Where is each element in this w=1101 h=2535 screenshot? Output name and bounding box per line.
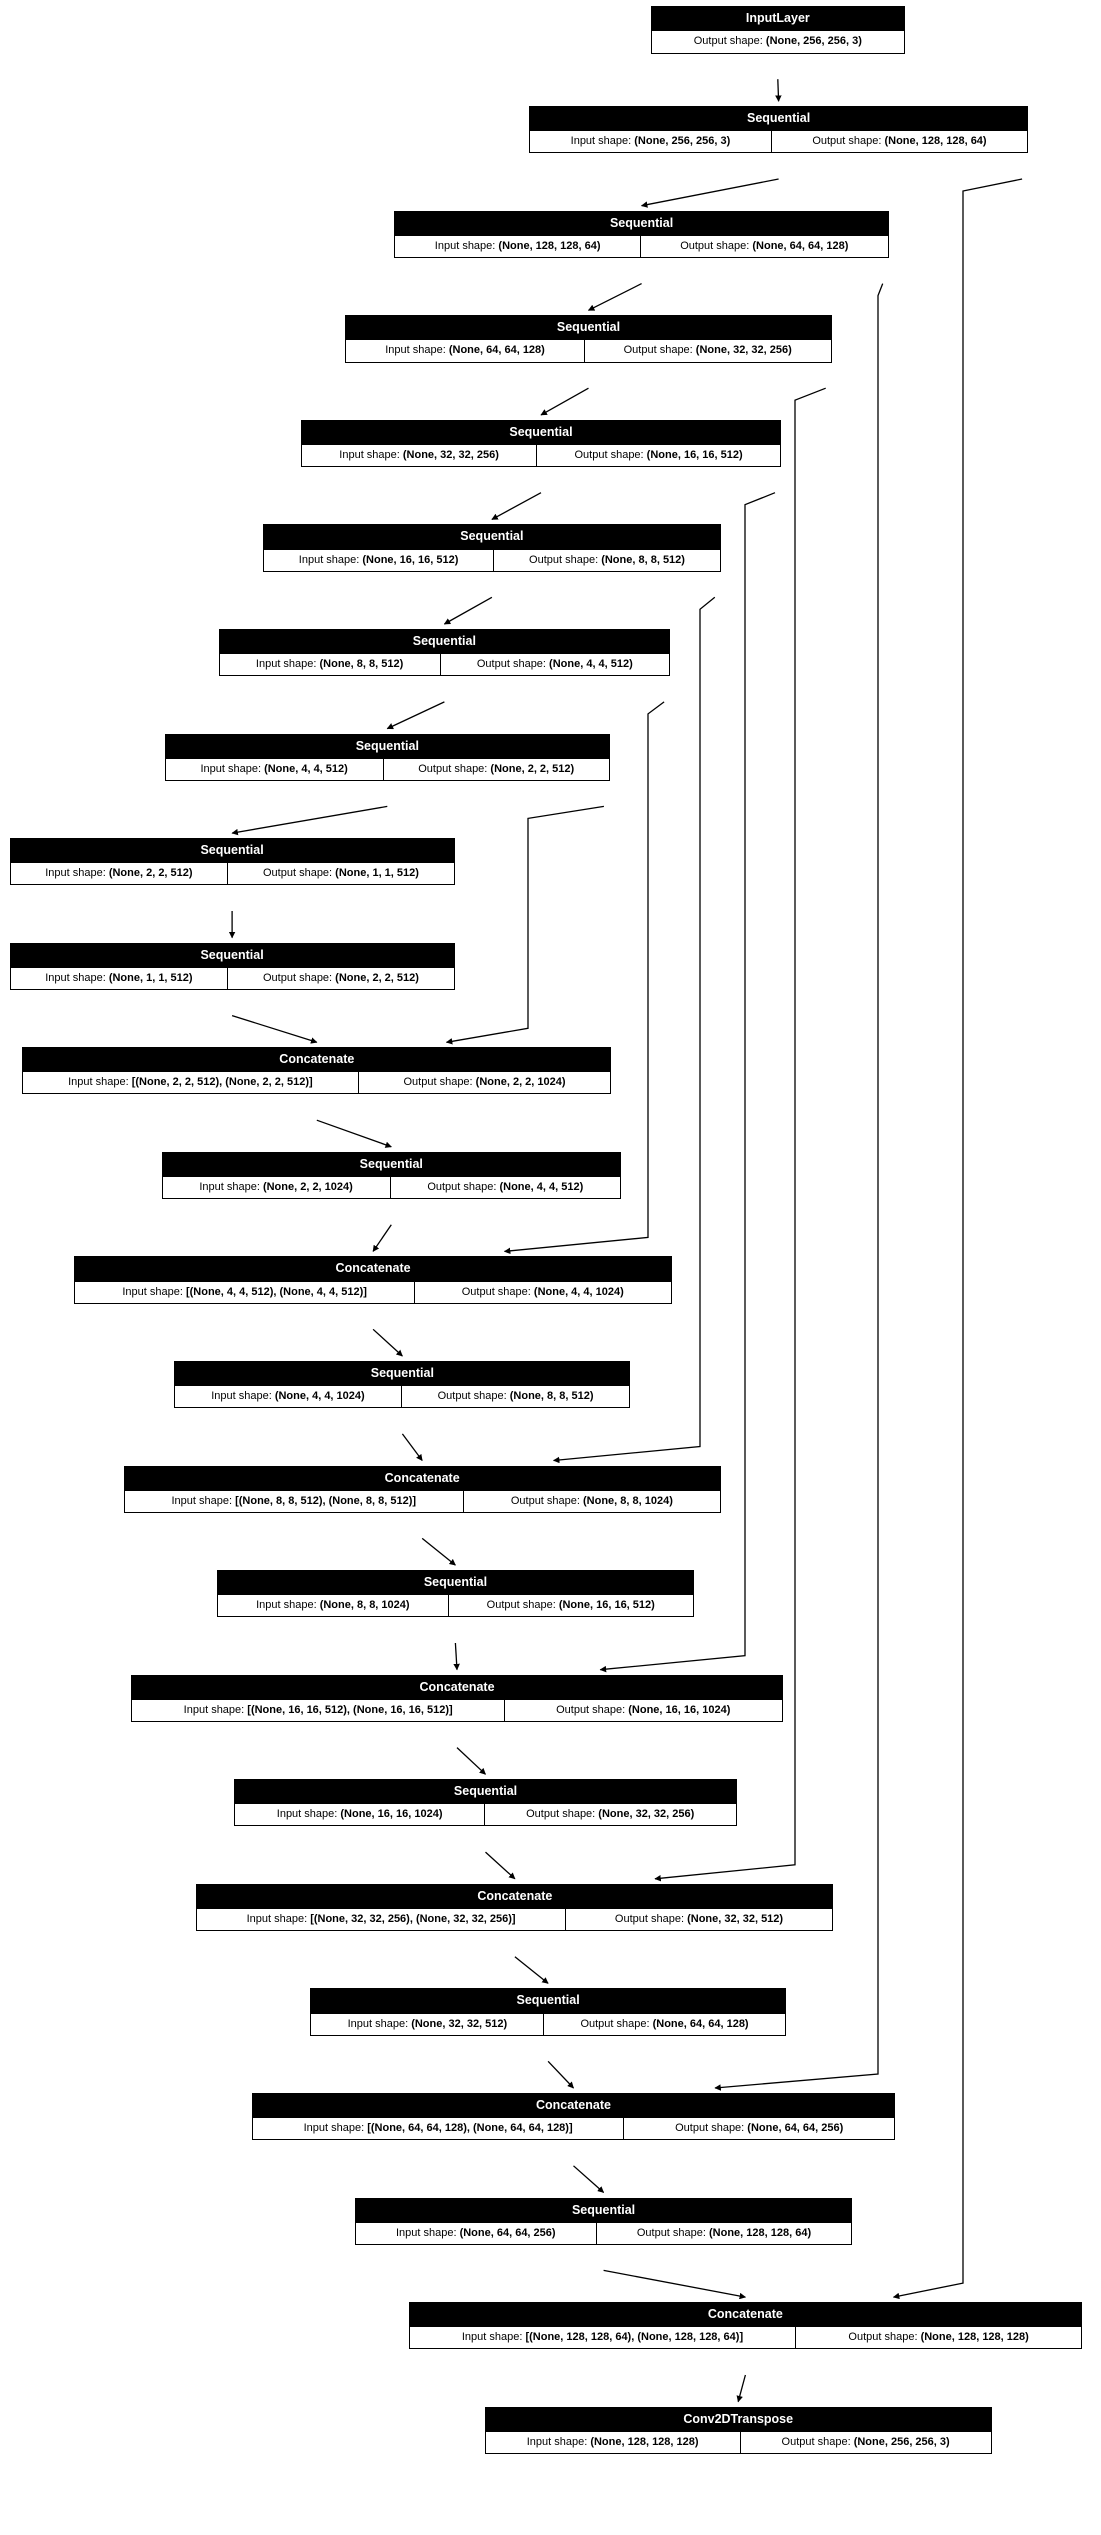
edge-n3-to-n4 — [541, 388, 589, 415]
node-output-shape: Output shape: (None, 256, 256, 3) — [693, 35, 862, 48]
node-output-shape: Output shape: (None, 4, 4, 512) — [440, 654, 670, 675]
node-input-shape-value: (None, 8, 8, 1024) — [319, 1599, 410, 1612]
node-title: Sequential — [218, 1571, 693, 1594]
node-input-shape-value: (None, 8, 8, 512) — [319, 658, 404, 671]
node-title: Concatenate — [410, 2303, 1081, 2326]
node-title: Sequential — [530, 107, 1027, 130]
node-output-shape: Output shape: (None, 16, 16, 1024) — [504, 1700, 782, 1721]
node-title: Sequential — [311, 1989, 784, 2012]
node-input-shape-value: (None, 32, 32, 256) — [402, 448, 499, 461]
edge-n6-to-n7 — [387, 702, 444, 729]
node-input-shape: Input shape: (None, 32, 32, 256) — [339, 448, 499, 461]
node-output-shape-value: (None, 8, 8, 1024) — [583, 1494, 673, 1507]
node-output-shape: Output shape: (None, 128, 128, 64) — [596, 2223, 852, 2244]
graph-node-concatenate — [74, 1256, 671, 1303]
node-output-shape: Output shape: (None, 256, 256, 3) — [740, 2432, 991, 2453]
node-input-shape: Input shape: [(None, 64, 64, 128), (None, 64, 64, 128)] — [303, 2122, 573, 2135]
node-title: Sequential — [235, 1780, 735, 1803]
node-output-shape: Output shape: (None, 16, 16, 512) — [536, 445, 780, 466]
node-input-shape-value: [(None, 4, 4, 512), (None, 4, 4, 512)] — [185, 1285, 367, 1298]
edge-n10-to-n11 — [317, 1120, 392, 1147]
node-input-shape: Input shape: (None, 8, 8, 1024) — [256, 1599, 410, 1612]
edge-n2-to-n20 — [715, 284, 883, 2088]
node-output-shape-value: (None, 4, 4, 512) — [499, 1180, 584, 1193]
edge-n4-to-n5 — [492, 493, 541, 520]
node-input-shape: Input shape: [(None, 4, 4, 512), (None, 4, 4, 512)] — [122, 1285, 367, 1298]
node-input-shape-value: (None, 256, 256, 3) — [634, 135, 731, 148]
node-input-shape: Input shape: [(None, 8, 8, 512), (None, 8, 8, 512)] — [171, 1494, 417, 1507]
node-title: Sequential — [11, 944, 454, 967]
node-input-shape: Input shape: (None, 8, 8, 512) — [255, 658, 404, 671]
node-shape-row — [197, 1908, 832, 1930]
graph-node-sequential — [345, 315, 831, 362]
node-shape-row — [311, 2013, 784, 2035]
node-title: Sequential — [264, 525, 720, 548]
node-output-shape: Output shape: (None, 32, 32, 512) — [565, 1909, 832, 1930]
node-input-shape-value: [(None, 16, 16, 512), (None, 16, 16, 512)] — [247, 1703, 453, 1716]
node-title: Conv2DTranspose — [486, 2408, 991, 2431]
node-output-shape: Output shape: (None, 16, 16, 512) — [448, 1595, 693, 1616]
node-input-shape-value: [(None, 32, 32, 256), (None, 32, 32, 256)] — [310, 1912, 516, 1925]
node-input-shape-value: (None, 4, 4, 512) — [264, 762, 348, 775]
node-input-shape-value: [(None, 128, 128, 64), (None, 128, 128, 64)] — [525, 2331, 744, 2344]
node-shape-row — [125, 1490, 720, 1512]
node-title: Sequential — [346, 316, 830, 339]
node-shape-row — [410, 2326, 1081, 2348]
node-shape-row — [220, 653, 669, 675]
node-shape-row — [235, 1803, 735, 1825]
node-title: Concatenate — [125, 1467, 720, 1490]
graph-node-concatenate — [252, 2093, 895, 2140]
node-input-shape-value: (None, 2, 2, 512) — [108, 867, 193, 880]
node-output-shape: Output shape: (None, 4, 4, 1024) — [414, 1282, 671, 1303]
node-title: Concatenate — [75, 1257, 670, 1280]
node-input-shape: Input shape: (None, 16, 16, 512) — [298, 553, 459, 566]
node-shape-row — [530, 130, 1027, 152]
graph-node-sequential — [174, 1361, 630, 1408]
graph-node-sequential — [529, 106, 1028, 153]
node-input-shape: Input shape: [(None, 2, 2, 512), (None, 2, 2, 512)] — [68, 1076, 313, 1089]
graph-node-concatenate — [124, 1466, 721, 1513]
graph-node-sequential — [219, 629, 670, 676]
node-input-shape: Input shape: (None, 4, 4, 512) — [200, 762, 348, 775]
node-input-shape-value: (None, 64, 64, 128) — [448, 344, 545, 357]
node-input-shape: Input shape: (None, 64, 64, 128) — [385, 344, 545, 357]
edge-n18-to-n19 — [515, 1957, 548, 1984]
node-output-shape-value: (None, 4, 4, 1024) — [533, 1285, 624, 1298]
node-title: Concatenate — [197, 1885, 832, 1908]
node-input-shape-value: [(None, 2, 2, 512), (None, 2, 2, 512)] — [131, 1076, 313, 1089]
graph-node-conv2dtranspose — [485, 2407, 992, 2454]
edge-n9-to-n10 — [232, 1016, 317, 1043]
node-title: Concatenate — [23, 1048, 610, 1071]
node-output-shape: Output shape: (None, 64, 64, 128) — [640, 236, 888, 257]
edge-n5-to-n14 — [554, 597, 715, 1460]
graph-node-sequential — [165, 734, 610, 781]
node-shape-row — [253, 2117, 894, 2139]
node-output-shape-value: (None, 32, 32, 256) — [695, 344, 792, 357]
node-output-shape-value: (None, 256, 256, 3) — [765, 35, 862, 48]
node-output-shape-value: (None, 32, 32, 256) — [598, 1808, 695, 1821]
node-shape-row — [166, 758, 609, 780]
node-shape-row — [302, 444, 780, 466]
node-input-shape: Input shape: (None, 16, 16, 1024) — [276, 1808, 443, 1821]
edge-n22-to-n23 — [738, 2375, 745, 2402]
node-shape-row — [264, 549, 720, 571]
node-output-shape: Output shape: (None, 128, 128, 128) — [795, 2327, 1081, 2348]
node-shape-row — [356, 2222, 851, 2244]
graph-node-sequential — [263, 524, 721, 571]
node-output-shape-value: (None, 1, 1, 512) — [335, 867, 419, 880]
node-output-shape-value: (None, 128, 128, 64) — [709, 2226, 812, 2239]
node-title: Sequential — [395, 212, 887, 235]
node-input-shape-value: [(None, 64, 64, 128), (None, 64, 64, 128)] — [367, 2122, 573, 2135]
node-shape-row — [652, 30, 903, 52]
edge-n7-to-n8 — [232, 806, 387, 833]
node-input-shape-value: (None, 2, 2, 1024) — [262, 1180, 353, 1193]
node-input-shape-value: (None, 16, 16, 1024) — [340, 1808, 443, 1821]
node-output-shape: Output shape: (None, 32, 32, 256) — [584, 340, 831, 361]
node-input-shape-value: (None, 1, 1, 512) — [108, 971, 193, 984]
edge-n1-to-n2 — [642, 179, 779, 206]
node-input-shape: Input shape: [(None, 32, 32, 256), (None, 32, 32, 256)] — [246, 1912, 516, 1925]
graph-node-sequential — [355, 2198, 852, 2245]
node-output-shape-value: (None, 128, 128, 64) — [884, 135, 987, 148]
node-output-shape: Output shape: (None, 8, 8, 512) — [493, 550, 720, 571]
node-input-shape-value: (None, 128, 128, 128) — [590, 2435, 699, 2448]
node-output-shape-value: (None, 64, 64, 128) — [752, 239, 849, 252]
node-input-shape-value: (None, 64, 64, 256) — [459, 2226, 556, 2239]
edge-n15-to-n16 — [455, 1643, 457, 1670]
edge-n20-to-n21 — [574, 2166, 604, 2193]
node-shape-row — [395, 235, 887, 257]
graph-node-concatenate — [409, 2302, 1082, 2349]
node-output-shape: Output shape: (None, 128, 128, 64) — [771, 131, 1027, 152]
node-shape-row — [175, 1385, 629, 1407]
node-input-shape: Input shape: (None, 128, 128, 128) — [526, 2435, 699, 2448]
node-title: Sequential — [163, 1153, 620, 1176]
edge-n12-to-n13 — [373, 1329, 402, 1356]
node-output-shape: Output shape: (None, 4, 4, 512) — [390, 1177, 620, 1198]
node-output-shape-value: (None, 64, 64, 128) — [652, 2017, 749, 2030]
graph-node-concatenate — [131, 1675, 782, 1722]
node-shape-row — [75, 1281, 670, 1303]
graph-node-sequential — [10, 943, 455, 990]
node-output-shape-value: (None, 2, 2, 1024) — [475, 1076, 566, 1089]
node-output-shape-value: (None, 16, 16, 512) — [558, 1599, 655, 1612]
node-shape-row — [486, 2431, 991, 2453]
graph-node-sequential — [217, 1570, 694, 1617]
edge-n5-to-n6 — [444, 597, 492, 624]
node-output-shape-value: (None, 64, 64, 256) — [747, 2122, 844, 2135]
node-output-shape: Output shape: (None, 1, 1, 512) — [227, 863, 453, 884]
node-input-shape: Input shape: (None, 2, 2, 512) — [45, 867, 193, 880]
node-title: Sequential — [175, 1362, 629, 1385]
edge-n16-to-n17 — [457, 1748, 486, 1775]
node-title: Sequential — [11, 839, 454, 862]
edge-n7-to-n10 — [447, 806, 604, 1042]
node-shape-row — [163, 1176, 620, 1198]
node-output-shape-value: (None, 2, 2, 512) — [335, 971, 419, 984]
node-shape-row — [132, 1699, 781, 1721]
edge-n17-to-n18 — [486, 1852, 515, 1879]
node-title: Concatenate — [253, 2094, 894, 2117]
node-title: Sequential — [356, 2199, 851, 2222]
edge-n21-to-n22 — [604, 2270, 746, 2297]
node-output-shape-value: (None, 4, 4, 512) — [549, 658, 633, 671]
node-shape-row — [11, 967, 454, 989]
graph-node-sequential — [10, 838, 455, 885]
node-title: Sequential — [220, 630, 669, 653]
node-output-shape: Output shape: (None, 2, 2, 1024) — [358, 1072, 611, 1093]
graph-node-sequential — [310, 1988, 785, 2035]
node-title: Concatenate — [132, 1676, 781, 1699]
graph-node-concatenate — [196, 1884, 833, 1931]
graph-node-sequential — [301, 420, 781, 467]
node-title: Sequential — [166, 735, 609, 758]
node-shape-row — [11, 862, 454, 884]
node-input-shape: Input shape: (None, 4, 4, 1024) — [211, 1390, 365, 1403]
node-shape-row — [218, 1594, 693, 1616]
node-input-shape-value: (None, 4, 4, 1024) — [274, 1390, 365, 1403]
node-input-shape: Input shape: (None, 64, 64, 256) — [395, 2226, 556, 2239]
graph-node-sequential — [162, 1152, 621, 1199]
node-input-shape: Input shape: (None, 256, 256, 3) — [570, 135, 731, 148]
edge-n19-to-n20 — [548, 2061, 573, 2088]
node-shape-row — [23, 1071, 610, 1093]
graph-node-inputlayer — [651, 6, 904, 53]
node-title: Sequential — [302, 421, 780, 444]
node-input-shape: Input shape: (None, 32, 32, 512) — [347, 2017, 508, 2030]
node-output-shape: Output shape: (None, 64, 64, 128) — [543, 2014, 784, 2035]
node-output-shape-value: (None, 32, 32, 512) — [687, 1912, 784, 1925]
edge-n11-to-n12 — [373, 1225, 391, 1252]
graph-node-sequential — [234, 1779, 736, 1826]
node-input-shape: Input shape: (None, 128, 128, 64) — [434, 239, 601, 252]
node-input-shape-value: (None, 32, 32, 512) — [411, 2017, 508, 2030]
node-output-shape-value: (None, 256, 256, 3) — [853, 2435, 950, 2448]
node-output-shape: Output shape: (None, 2, 2, 512) — [227, 968, 453, 989]
node-output-shape: Output shape: (None, 32, 32, 256) — [484, 1804, 736, 1825]
node-output-shape: Output shape: (None, 8, 8, 512) — [401, 1386, 630, 1407]
node-input-shape: Input shape: [(None, 128, 128, 64), (None, 128, 128, 64)] — [461, 2331, 744, 2344]
edge-n14-to-n15 — [422, 1538, 455, 1565]
graph-node-sequential — [394, 211, 888, 258]
node-output-shape-value: (None, 8, 8, 512) — [509, 1390, 594, 1403]
node-shape-row — [346, 339, 830, 361]
edge-n3-to-n18 — [655, 388, 826, 1879]
node-output-shape-value: (None, 8, 8, 512) — [601, 553, 685, 566]
node-output-shape-value: (None, 2, 2, 512) — [490, 762, 575, 775]
node-input-shape: Input shape: (None, 1, 1, 512) — [45, 971, 193, 984]
node-input-shape-value: (None, 128, 128, 64) — [498, 239, 601, 252]
node-input-shape-value: (None, 16, 16, 512) — [362, 553, 459, 566]
node-input-shape: Input shape: (None, 2, 2, 1024) — [199, 1180, 353, 1193]
node-input-shape: Input shape: [(None, 16, 16, 512), (None, 16, 16, 512)] — [183, 1703, 453, 1716]
node-output-shape-value: (None, 128, 128, 128) — [920, 2331, 1029, 2344]
edge-n0-to-n1 — [778, 79, 779, 101]
edge-n2-to-n3 — [589, 284, 642, 311]
node-output-shape: Output shape: (None, 8, 8, 1024) — [463, 1491, 720, 1512]
node-output-shape: Output shape: (None, 2, 2, 512) — [383, 759, 609, 780]
node-title: InputLayer — [652, 7, 903, 30]
node-output-shape-value: (None, 16, 16, 1024) — [628, 1703, 731, 1716]
node-output-shape: Output shape: (None, 64, 64, 256) — [623, 2118, 894, 2139]
node-input-shape-value: [(None, 8, 8, 512), (None, 8, 8, 512)] — [235, 1494, 417, 1507]
node-output-shape-value: (None, 16, 16, 512) — [646, 448, 743, 461]
edge-n1-to-n22 — [894, 179, 1023, 2297]
graph-node-concatenate — [22, 1047, 611, 1094]
edge-n13-to-n14 — [402, 1434, 422, 1461]
